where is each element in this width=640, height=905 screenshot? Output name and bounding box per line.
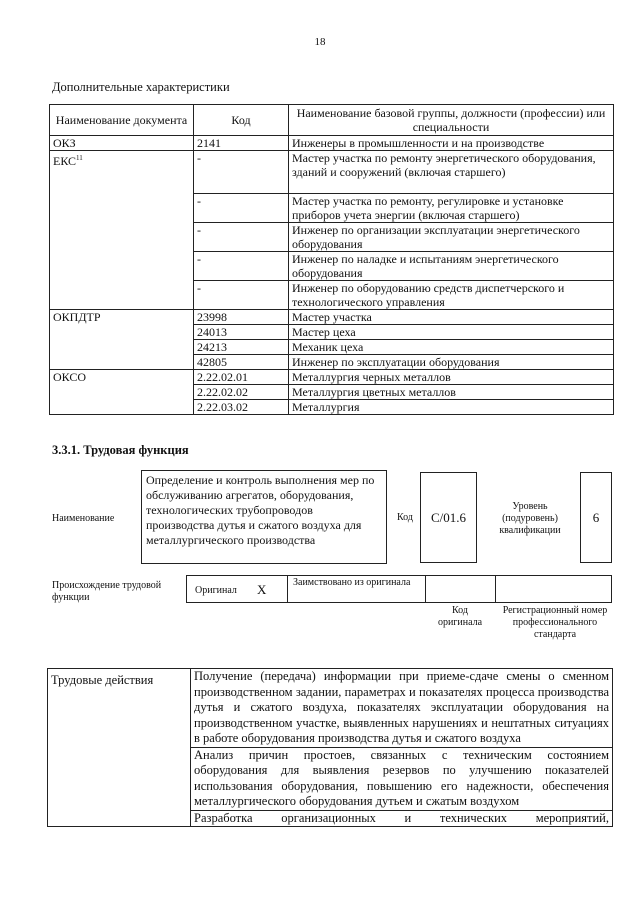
- divider: [495, 576, 496, 602]
- doc-cell: ОКЗ: [50, 136, 194, 151]
- characteristics-table: [49, 104, 614, 415]
- doc-label: ЕКС: [53, 154, 77, 168]
- header-name: Наименование базовой группы, должности (профессии) или специальности: [289, 105, 614, 136]
- borrowed-label: Заимствовано из оригинала: [293, 577, 411, 588]
- code-original-caption: Код оригинала: [437, 605, 483, 628]
- table-row: [50, 136, 614, 151]
- labor-actions-table: [47, 668, 613, 827]
- action-item: Получение (передача) информации при приеме-сдаче смены о сменном производственном задании, параметрах и показателях процесса производства дутья и сжатого воздуха, показателях эксплуатации оборудования на производственном участке, выявленных нарушениях и нештатных ситуациях в работе оборудования производства дутья и сжатого воздуха: [191, 669, 613, 748]
- table-row: [50, 310, 614, 325]
- registration-number-caption: Регистрационный номер профессионального стандарта: [502, 605, 608, 640]
- code-cell: 2.22.02.01: [194, 370, 289, 385]
- name-cell: Механик цеха: [289, 340, 614, 355]
- name-cell: Инженер по организации эксплуатации энергетического оборудования: [289, 223, 614, 252]
- code-cell: -: [194, 252, 289, 281]
- original-label: Оригинал: [195, 585, 237, 596]
- name-label: Наименование: [52, 513, 115, 524]
- code-cell: -: [194, 223, 289, 252]
- action-item: Разработка организационных и технических мероприятий,: [191, 810, 613, 827]
- name-cell: Мастер участка по ремонту, регулировке и установке приборов учета энергии (включая старшего): [289, 194, 614, 223]
- function-code-box: С/01.6: [420, 472, 477, 563]
- name-cell: Металлургия цветных металлов: [289, 385, 614, 400]
- table-row: [48, 669, 613, 748]
- table-row: [50, 370, 614, 385]
- qualification-level-box: 6: [580, 472, 612, 563]
- code-label: Код: [397, 512, 413, 523]
- divider: [287, 576, 288, 602]
- doc-cell: ОКПДТР: [50, 310, 194, 370]
- code-cell: -: [194, 194, 289, 223]
- code-cell: -: [194, 281, 289, 310]
- name-cell: Инженер по эксплуатации оборудования: [289, 355, 614, 370]
- code-cell: 24013: [194, 325, 289, 340]
- divider: [425, 576, 426, 602]
- name-cell: Инженер по оборудованию средств диспетчерского и технологического управления: [289, 281, 614, 310]
- code-cell: 24213: [194, 340, 289, 355]
- table-row: [50, 151, 614, 194]
- name-cell: Инженеры в промышленности и на производстве: [289, 136, 614, 151]
- name-cell: Мастер участка: [289, 310, 614, 325]
- code-cell: 2141: [194, 136, 289, 151]
- page-number: 18: [314, 36, 326, 48]
- code-cell: 42805: [194, 355, 289, 370]
- name-cell: Инженер по наладке и испытаниям энергетического оборудования: [289, 252, 614, 281]
- footnote-mark: 11: [76, 154, 83, 162]
- labor-function-title: 3.3.1. Трудовая функция: [52, 443, 189, 457]
- header-doc: Наименование документа: [50, 105, 194, 136]
- action-item: Анализ причин простоев, связанных с техническим состоянием оборудования для выявления резервов по улучшению показателей использования оборудования, повышению его надежности, обеспечения металлургического оборудования дутьем и сжатым воздухом: [191, 747, 613, 810]
- table-header-row: [50, 105, 614, 136]
- code-cell: 23998: [194, 310, 289, 325]
- origin-label: Происхождение трудовой функции: [52, 580, 162, 603]
- actions-label: Трудовые действия: [48, 669, 191, 827]
- name-cell: Мастер цеха: [289, 325, 614, 340]
- section-heading: Дополнительные характеристики: [52, 80, 230, 94]
- code-cell: -: [194, 151, 289, 194]
- code-cell: 2.22.03.02: [194, 400, 289, 415]
- original-mark: X: [257, 582, 267, 597]
- name-cell: Мастер участка по ремонту энергетического оборудования, зданий и сооружений (включая старшего): [289, 151, 614, 194]
- header-code: Код: [194, 105, 289, 136]
- function-name-box: Определение и контроль выполнения мер по обслуживанию агрегатов, оборудования, технологических трубопроводов производства дутья и сжатого воздуха для металлургического производства: [141, 470, 387, 564]
- doc-cell: [50, 151, 194, 310]
- origin-row: [186, 575, 612, 603]
- name-cell: Металлургия черных металлов: [289, 370, 614, 385]
- level-label: Уровень (подуровень) квалификации: [499, 501, 561, 536]
- doc-cell: ОКСО: [50, 370, 194, 415]
- name-cell: Металлургия: [289, 400, 614, 415]
- code-cell: 2.22.02.02: [194, 385, 289, 400]
